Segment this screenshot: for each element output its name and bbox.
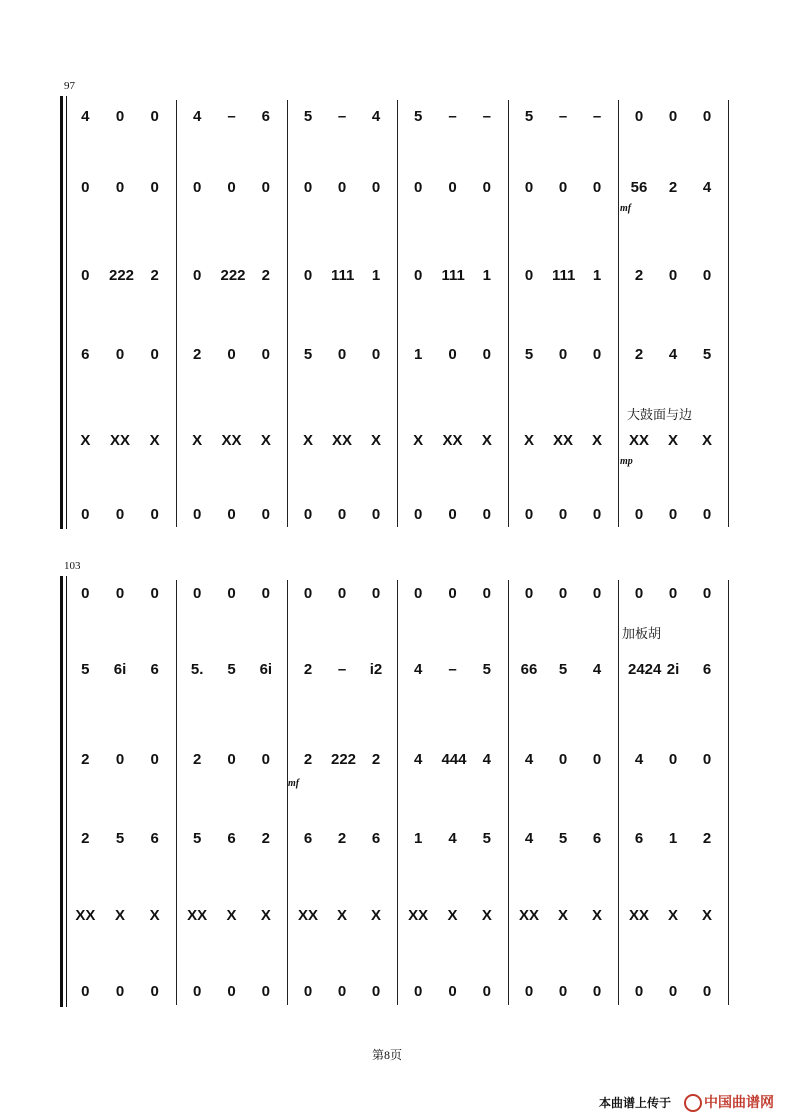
note: 1 [482, 267, 491, 284]
note: 0 [413, 506, 423, 523]
note: X [226, 907, 237, 924]
note: 0 [668, 983, 678, 1000]
site-logo-icon [684, 1094, 702, 1112]
note: 1 [592, 267, 602, 284]
note: 6 [227, 830, 236, 847]
note: 0 [261, 751, 270, 768]
note: 6i [259, 661, 273, 678]
note: 56 [630, 179, 648, 196]
barline [176, 580, 177, 1005]
note: 0 [192, 983, 202, 1000]
note: 4 [81, 108, 90, 125]
note: 0 [150, 506, 159, 523]
note: XX [442, 432, 463, 449]
system-bracket [60, 576, 63, 1007]
note: 2 [261, 267, 270, 284]
note: X [447, 907, 458, 924]
upload-notice: 本曲谱上传于 [599, 1096, 672, 1110]
barline [618, 580, 619, 1005]
note: X [149, 907, 160, 924]
note: X [260, 432, 271, 449]
note: X [370, 907, 381, 924]
note: 0 [227, 983, 236, 1000]
note: – [592, 108, 602, 125]
note: 6 [702, 661, 712, 678]
note: 5 [115, 830, 125, 847]
dynamic-marking: mp [620, 456, 633, 467]
page-number: 第8页 [372, 1048, 403, 1062]
measure-number: 97 [64, 80, 75, 92]
note: 6 [150, 830, 159, 847]
note: X [667, 432, 678, 449]
note: X [591, 907, 602, 924]
measure-number: 103 [64, 560, 81, 572]
note: 5 [558, 830, 568, 847]
note: 0 [592, 585, 602, 602]
system-bracket [60, 96, 63, 529]
note: 0 [592, 506, 602, 523]
note: 2 [192, 751, 202, 768]
note: – [337, 108, 347, 125]
note: 5 [558, 661, 568, 678]
note: XX [221, 432, 242, 449]
note: 2 [81, 751, 90, 768]
note: 0 [592, 751, 602, 768]
barline [397, 580, 398, 1005]
barline [618, 100, 619, 527]
note: 4 [192, 108, 202, 125]
note: 0 [303, 267, 313, 284]
note: 0 [558, 751, 568, 768]
note: 0 [150, 983, 159, 1000]
note: 4 [371, 108, 381, 125]
note: 0 [81, 267, 90, 284]
note: 4 [592, 661, 602, 678]
note: 0 [81, 585, 90, 602]
note: 0 [192, 267, 202, 284]
note: 5 [192, 830, 202, 847]
note: 0 [702, 585, 712, 602]
note: 2 [371, 751, 381, 768]
note: X [591, 432, 602, 449]
note: 0 [150, 751, 159, 768]
note: 0 [371, 585, 381, 602]
note: 0 [592, 179, 602, 196]
barline [508, 580, 509, 1005]
note: 0 [81, 983, 90, 1000]
dynamic-marking: mf [288, 778, 300, 789]
note: 4 [668, 346, 678, 363]
note: 0 [303, 585, 313, 602]
note: 0 [227, 585, 236, 602]
note: – [448, 661, 457, 678]
note: 0 [702, 751, 712, 768]
note: XX [297, 907, 318, 924]
barline [508, 100, 509, 527]
note: 0 [337, 585, 347, 602]
note: 0 [413, 983, 423, 1000]
note: 0 [524, 983, 534, 1000]
note: 0 [482, 506, 491, 523]
note: 0 [150, 179, 159, 196]
note: 5 [303, 346, 313, 363]
note: X [114, 907, 125, 924]
note: X [481, 907, 492, 924]
note: X [302, 432, 313, 449]
note: X [336, 907, 347, 924]
note: 0 [303, 179, 313, 196]
note: 0 [261, 179, 270, 196]
note: 2 [668, 179, 678, 196]
note: 0 [524, 267, 534, 284]
note: 2424 [628, 661, 662, 678]
note: 222 [331, 751, 357, 768]
note: XX [408, 907, 429, 924]
note: XX [109, 432, 130, 449]
note: X [557, 907, 568, 924]
note: 0 [482, 983, 491, 1000]
note: 6 [261, 108, 270, 125]
note: X [80, 432, 91, 449]
note: – [448, 108, 457, 125]
barline [287, 100, 288, 527]
note: 5 [227, 661, 236, 678]
note: 0 [337, 179, 347, 196]
note: i2 [369, 661, 383, 678]
note: XX [628, 907, 649, 924]
note: 0 [192, 179, 202, 196]
note: 5 [81, 661, 90, 678]
note: 5 [524, 346, 534, 363]
note: XX [75, 907, 96, 924]
note: X [481, 432, 492, 449]
note: 5 [303, 108, 313, 125]
note: 0 [413, 179, 423, 196]
system-bracket-line [66, 96, 67, 529]
note: 0 [558, 346, 568, 363]
note: 0 [371, 983, 381, 1000]
note: 0 [303, 506, 313, 523]
note: 111 [552, 267, 576, 284]
note: 0 [150, 585, 159, 602]
note: 0 [634, 585, 644, 602]
note: 0 [261, 585, 270, 602]
note: XX [187, 907, 208, 924]
note: 0 [81, 506, 90, 523]
note: 0 [558, 506, 568, 523]
note: 0 [448, 506, 457, 523]
note: 0 [150, 108, 159, 125]
note: 0 [702, 108, 712, 125]
note: 222 [109, 267, 135, 284]
note: 5. [190, 661, 204, 678]
note: X [192, 432, 203, 449]
note: 4 [413, 661, 423, 678]
note: XX [331, 432, 352, 449]
note: 0 [558, 179, 568, 196]
note: 6 [303, 830, 313, 847]
note: 0 [448, 983, 457, 1000]
note: 0 [115, 346, 125, 363]
note: 0 [81, 179, 90, 196]
note: 0 [261, 983, 270, 1000]
note: 0 [592, 983, 602, 1000]
note: 0 [524, 179, 534, 196]
system-bracket-line [66, 576, 67, 1007]
barline [397, 100, 398, 527]
note: 0 [702, 506, 712, 523]
barline [176, 100, 177, 527]
note: 6 [634, 830, 644, 847]
note: 0 [115, 506, 125, 523]
note: 0 [227, 506, 236, 523]
note: XX [628, 432, 649, 449]
note: 6 [371, 830, 381, 847]
barline [728, 580, 729, 1005]
note: 6 [150, 661, 159, 678]
note: 111 [441, 267, 465, 284]
note: 4 [524, 830, 534, 847]
note: 2i [666, 661, 680, 678]
note: – [227, 108, 236, 125]
note: 0 [337, 506, 347, 523]
note: 6 [81, 346, 90, 363]
note: – [482, 108, 491, 125]
note: 0 [115, 585, 125, 602]
note: 0 [702, 983, 712, 1000]
note: X [701, 907, 712, 924]
note: 4 [482, 751, 491, 768]
note: 0 [192, 585, 202, 602]
note: 0 [448, 179, 457, 196]
note: 0 [371, 346, 381, 363]
note: 4 [634, 751, 644, 768]
note: 0 [482, 585, 491, 602]
note: 2 [303, 751, 313, 768]
note: 2 [702, 830, 712, 847]
note: 0 [337, 983, 347, 1000]
note: 222 [220, 267, 246, 284]
note: X [370, 432, 381, 449]
note: 5 [702, 346, 712, 363]
note: 4 [448, 830, 457, 847]
note: 0 [303, 983, 313, 1000]
note: X [667, 907, 678, 924]
note: – [558, 108, 568, 125]
barline [728, 100, 729, 527]
note: 4 [702, 179, 712, 196]
note: XX [552, 432, 573, 449]
note: 0 [482, 179, 491, 196]
note: XX [518, 907, 539, 924]
note: X [413, 432, 424, 449]
performance-note: 大鼓面与边 [627, 408, 693, 423]
site-logo-text: 中国曲谱网 [704, 1095, 774, 1111]
note: 0 [524, 506, 534, 523]
note: – [337, 661, 347, 678]
note: 0 [702, 267, 712, 284]
note: 0 [668, 751, 678, 768]
note: 0 [558, 983, 568, 1000]
note: X [523, 432, 534, 449]
note: 0 [634, 506, 644, 523]
note: 0 [634, 108, 644, 125]
note: 6 [592, 830, 602, 847]
note: 1 [371, 267, 381, 284]
note: 0 [668, 108, 678, 125]
note: 0 [371, 506, 381, 523]
note: 0 [413, 585, 423, 602]
note: 2 [634, 346, 644, 363]
note: 6i [113, 661, 127, 678]
note: 0 [371, 179, 381, 196]
barline [287, 580, 288, 1005]
note: 5 [482, 830, 491, 847]
note: 66 [520, 661, 538, 678]
note: 0 [115, 983, 125, 1000]
note: X [149, 432, 160, 449]
note: 0 [150, 346, 159, 363]
note: 0 [413, 267, 423, 284]
note: 0 [115, 751, 125, 768]
note: 2 [337, 830, 347, 847]
note: 0 [337, 346, 347, 363]
note: 0 [558, 585, 568, 602]
note: 111 [331, 267, 355, 284]
note: 2 [150, 267, 159, 284]
note: 0 [448, 346, 457, 363]
note: 2 [192, 346, 202, 363]
note: 0 [227, 179, 236, 196]
note: 1 [413, 346, 423, 363]
dynamic-marking: mf [620, 203, 632, 214]
note: 0 [448, 585, 457, 602]
note: 0 [668, 585, 678, 602]
note: 5 [413, 108, 423, 125]
note: 2 [81, 830, 90, 847]
note: 0 [634, 983, 644, 1000]
note: 0 [592, 346, 602, 363]
note: 0 [668, 506, 678, 523]
note: 1 [668, 830, 678, 847]
note: 4 [524, 751, 534, 768]
note: 0 [482, 346, 491, 363]
note: 0 [115, 179, 125, 196]
note: 0 [115, 108, 125, 125]
performance-note: 加板胡 [622, 627, 662, 642]
note: 1 [413, 830, 423, 847]
note: 5 [482, 661, 491, 678]
note: 0 [261, 506, 270, 523]
note: 4 [413, 751, 423, 768]
note: 0 [261, 346, 270, 363]
note: X [701, 432, 712, 449]
note: 0 [227, 346, 236, 363]
note: 2 [261, 830, 270, 847]
note: 2 [303, 661, 313, 678]
note: 0 [668, 267, 678, 284]
note: X [260, 907, 271, 924]
note: 5 [524, 108, 534, 125]
note: 0 [192, 506, 202, 523]
note: 0 [227, 751, 236, 768]
note: 444 [441, 751, 467, 768]
note: 0 [524, 585, 534, 602]
note: 2 [634, 267, 644, 284]
